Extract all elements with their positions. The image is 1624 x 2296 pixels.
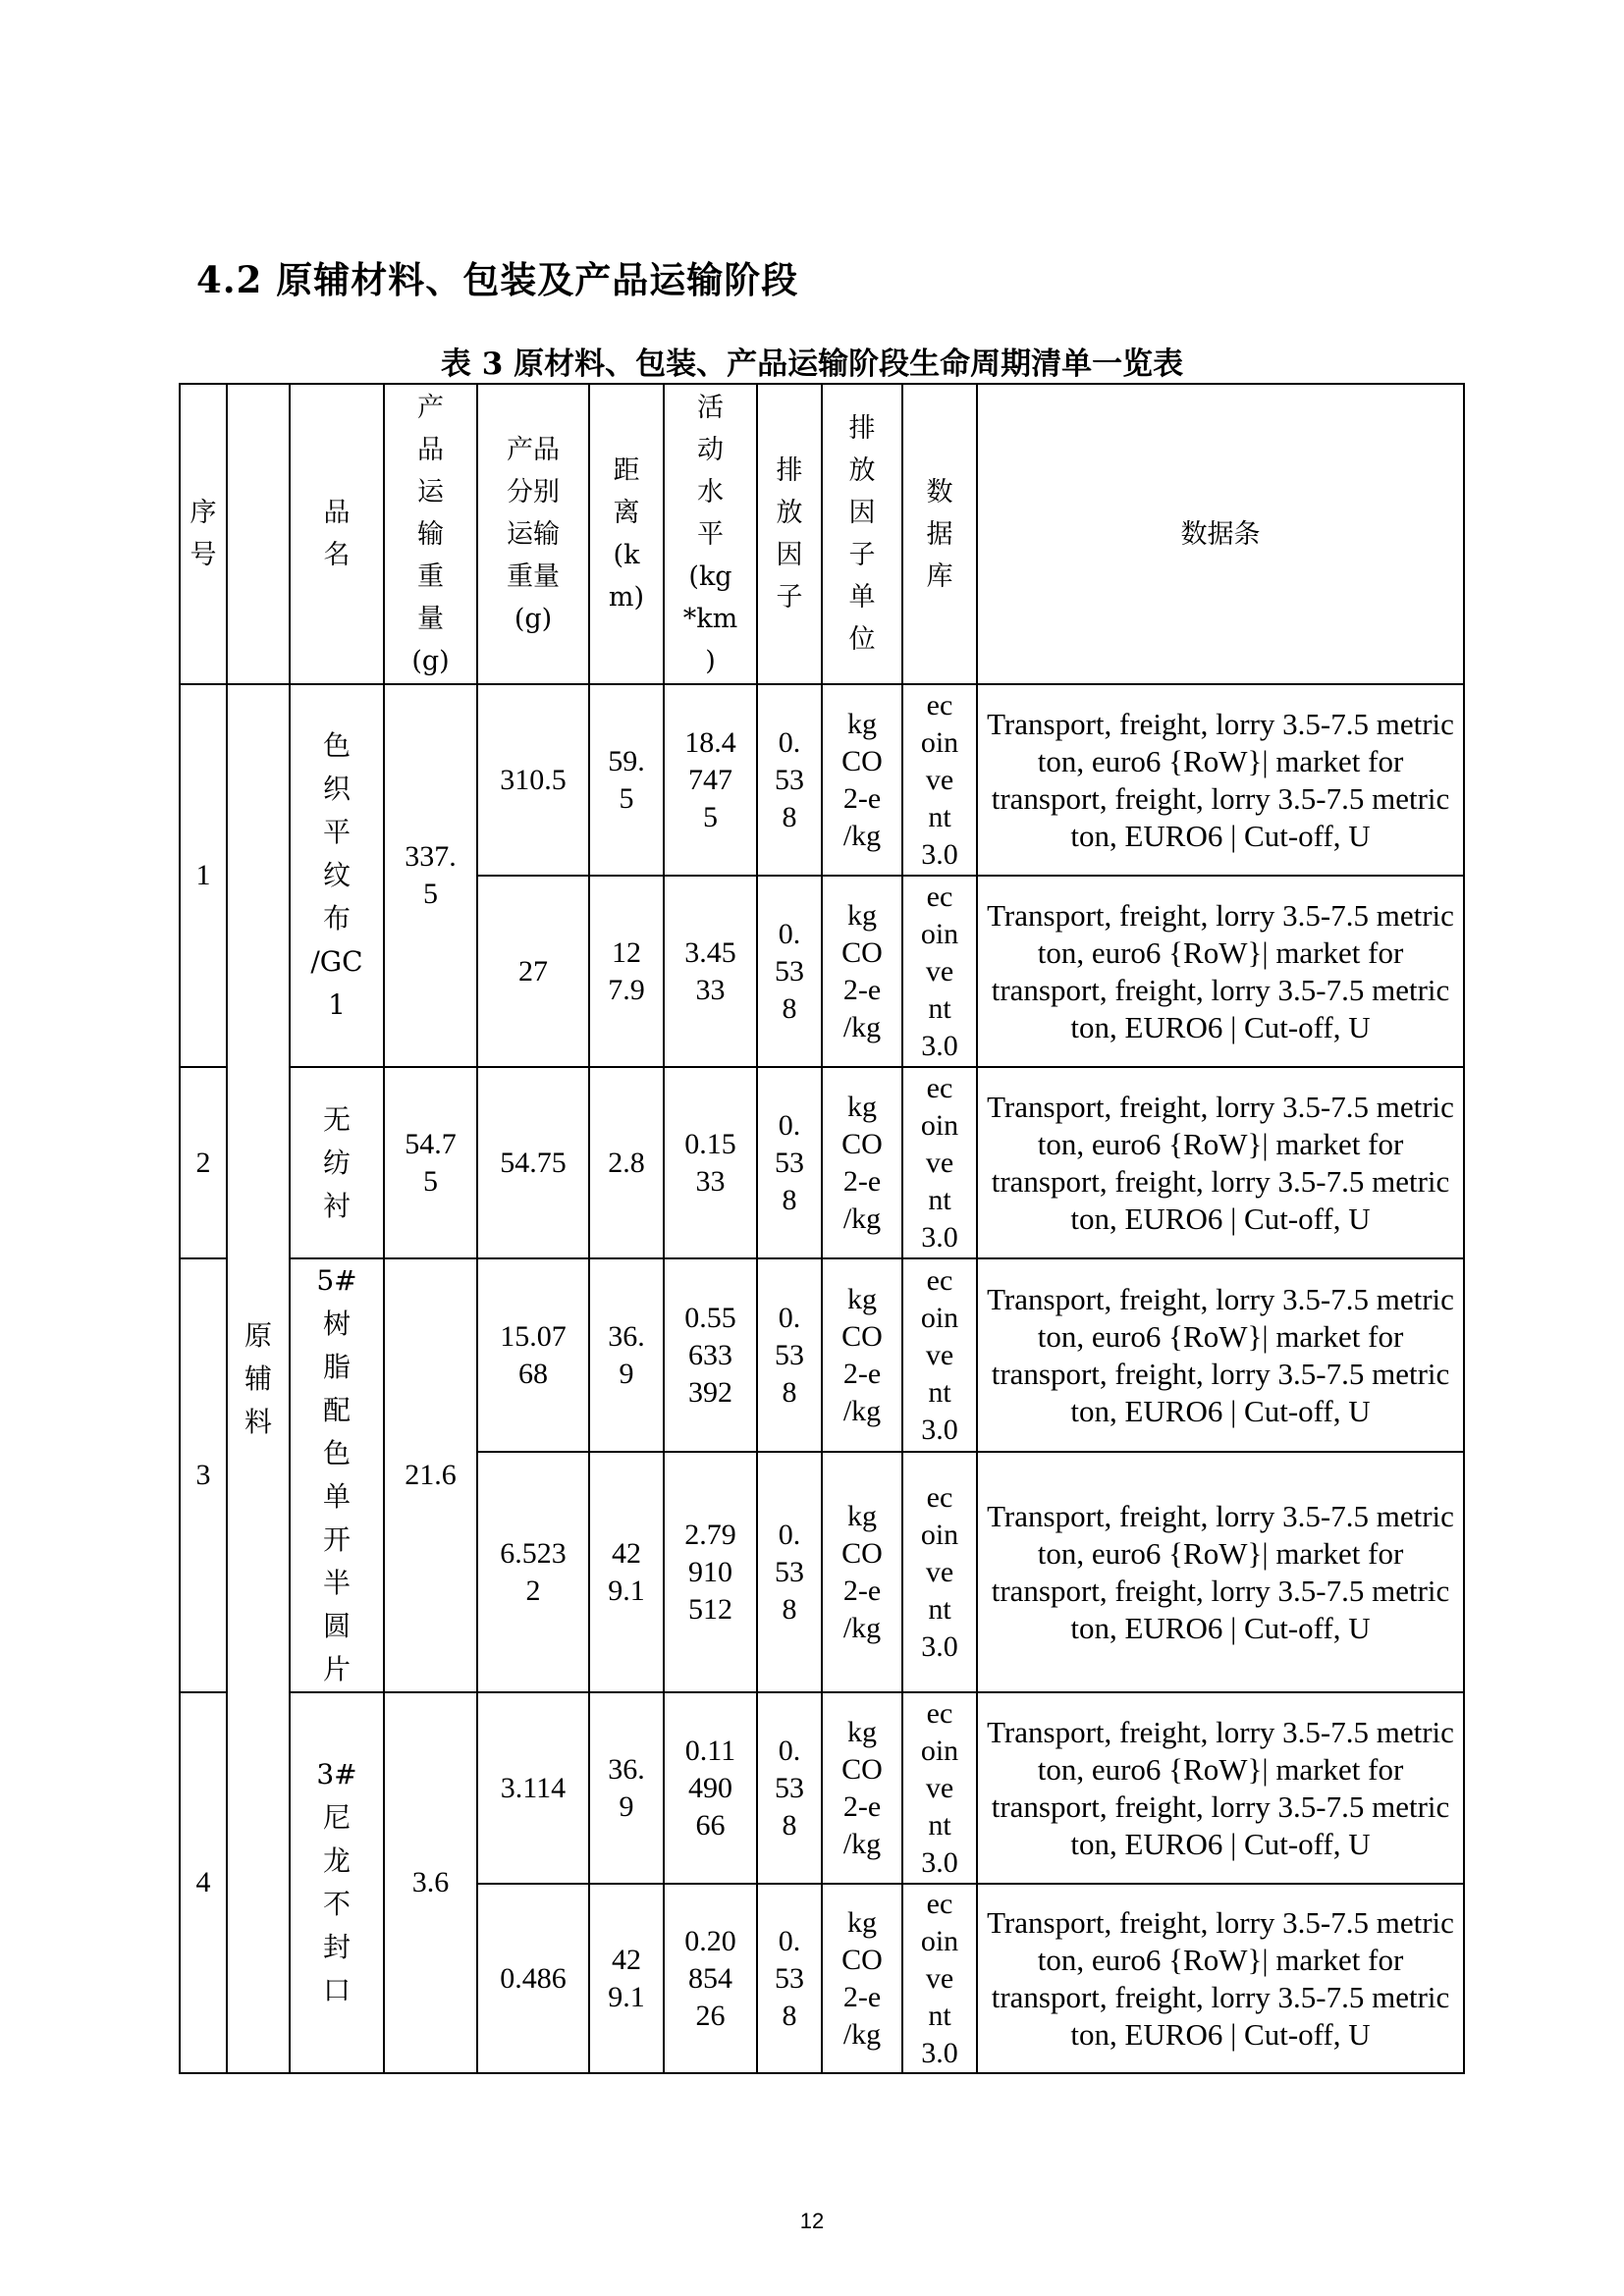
header-seq: 序 号: [180, 384, 227, 684]
database-cell: ec oin ve nt 3.0: [902, 1067, 977, 1258]
activity-cell: 0.11 490 66: [664, 1692, 757, 1884]
distance-cell: 59. 5: [589, 684, 664, 876]
factor-cell: 0. 53 8: [757, 1884, 822, 2073]
distance-cell: 42 9.1: [589, 1452, 664, 1692]
distance-cell: 2.8: [589, 1067, 664, 1258]
seq-cell: 2: [180, 1067, 227, 1258]
database-cell: ec oin ve nt 3.0: [902, 1452, 977, 1692]
split-weight-cell: 27: [477, 876, 589, 1067]
distance-cell: 36. 9: [589, 1258, 664, 1452]
total-weight-cell: 337. 5: [384, 684, 477, 1067]
seq-cell: 1: [180, 684, 227, 1067]
factor-cell: 0. 53 8: [757, 1452, 822, 1692]
data-entry-cell: Transport, freight, lorry 3.5-7.5 metric ton, euro6 {RoW}| market for transport, freight, lorry 3.5-7.5 metric ton, EURO6 | Cut-off, U: [977, 1884, 1464, 2073]
factor-unit-cell: kg CO 2-e /kg: [822, 1692, 902, 1884]
total-weight-cell: 21.6: [384, 1258, 477, 1692]
header-factor: 排 放 因 子: [757, 384, 822, 684]
split-weight-cell: 3.114: [477, 1692, 589, 1884]
factor-unit-cell: kg CO 2-e /kg: [822, 684, 902, 876]
split-weight-cell: 15.07 68: [477, 1258, 589, 1452]
table-row: [180, 1692, 1464, 1884]
factor-unit-cell: kg CO 2-e /kg: [822, 1258, 902, 1452]
table-row: [180, 1258, 1464, 1452]
header-activity: 活 动 水 平 (kg *km ): [664, 384, 757, 684]
database-cell: ec oin ve nt 3.0: [902, 1258, 977, 1452]
section-heading: 4.2 原辅材料、包装及产品运输阶段: [196, 258, 799, 301]
data-entry-cell: Transport, freight, lorry 3.5-7.5 metric ton, euro6 {RoW}| market for transport, freight, lorry 3.5-7.5 metric ton, EURO6 | Cut-off, U: [977, 1452, 1464, 1692]
factor-unit-cell: kg CO 2-e /kg: [822, 876, 902, 1067]
header-distance: 距 离 (k m): [589, 384, 664, 684]
header-name: 品 名: [290, 384, 384, 684]
split-weight-cell: 54.75: [477, 1067, 589, 1258]
seq-cell: 3: [180, 1258, 227, 1692]
product-name-cell: 无 纺 衬: [290, 1067, 384, 1258]
distance-cell: 12 7.9: [589, 876, 664, 1067]
table-header-row: [180, 384, 1464, 684]
database-cell: ec oin ve nt 3.0: [902, 684, 977, 876]
data-entry-cell: Transport, freight, lorry 3.5-7.5 metric ton, euro6 {RoW}| market for transport, freight, lorry 3.5-7.5 metric ton, EURO6 | Cut-off, U: [977, 876, 1464, 1067]
transport-lci-table: [179, 383, 1465, 2074]
factor-unit-cell: kg CO 2-e /kg: [822, 1067, 902, 1258]
table-row: [180, 684, 1464, 876]
table-caption: 表 3 原材料、包装、产品运输阶段生命周期清单一览表: [440, 347, 1184, 382]
table-row: [180, 1067, 1464, 1258]
activity-cell: 2.79 910 512: [664, 1452, 757, 1692]
factor-cell: 0. 53 8: [757, 1258, 822, 1452]
header-total-weight: 产 品 运 输 重 量 (g): [384, 384, 477, 684]
database-cell: ec oin ve nt 3.0: [902, 876, 977, 1067]
category-cell: 原 辅 料: [227, 684, 290, 2073]
database-cell: ec oin ve nt 3.0: [902, 1692, 977, 1884]
header-factor-unit: 排 放 因 子 单 位: [822, 384, 902, 684]
product-name-cell: 色 织 平 纹 布 /GC 1: [290, 684, 384, 1067]
activity-cell: 3.45 33: [664, 876, 757, 1067]
total-weight-cell: 54.7 5: [384, 1067, 477, 1258]
data-entry-cell: Transport, freight, lorry 3.5-7.5 metric ton, euro6 {RoW}| market for transport, freight, lorry 3.5-7.5 metric ton, EURO6 | Cut-off, U: [977, 1067, 1464, 1258]
factor-cell: 0. 53 8: [757, 684, 822, 876]
activity-cell: 18.4 747 5: [664, 684, 757, 876]
split-weight-cell: 0.486: [477, 1884, 589, 2073]
product-name-cell: 3# 尼 龙 不 封 口: [290, 1692, 384, 2073]
header-entry: 数据条: [977, 384, 1464, 684]
factor-cell: 0. 53 8: [757, 1067, 822, 1258]
total-weight-cell: 3.6: [384, 1692, 477, 2073]
factor-cell: 0. 53 8: [757, 876, 822, 1067]
factor-unit-cell: kg CO 2-e /kg: [822, 1884, 902, 2073]
distance-cell: 42 9.1: [589, 1884, 664, 2073]
activity-cell: 0.15 33: [664, 1067, 757, 1258]
header-database: 数 据 库: [902, 384, 977, 684]
data-entry-cell: Transport, freight, lorry 3.5-7.5 metric ton, euro6 {RoW}| market for transport, freight, lorry 3.5-7.5 metric ton, EURO6 | Cut-off, U: [977, 1692, 1464, 1884]
data-entry-cell: Transport, freight, lorry 3.5-7.5 metric ton, euro6 {RoW}| market for transport, freight, lorry 3.5-7.5 metric ton, EURO6 | Cut-off, U: [977, 684, 1464, 876]
data-entry-cell: Transport, freight, lorry 3.5-7.5 metric ton, euro6 {RoW}| market for transport, freight, lorry 3.5-7.5 metric ton, EURO6 | Cut-off, U: [977, 1258, 1464, 1452]
page-number: 12: [799, 2209, 825, 2233]
split-weight-cell: 6.523 2: [477, 1452, 589, 1692]
factor-unit-cell: kg CO 2-e /kg: [822, 1452, 902, 1692]
split-weight-cell: 310.5: [477, 684, 589, 876]
header-split-weight: 产品 分别 运输 重量 (g): [477, 384, 589, 684]
distance-cell: 36. 9: [589, 1692, 664, 1884]
product-name-cell: 5# 树 脂 配 色 单 开 半 圆 片: [290, 1258, 384, 1692]
database-cell: ec oin ve nt 3.0: [902, 1884, 977, 2073]
seq-cell: 4: [180, 1692, 227, 2073]
header-category: [227, 384, 290, 684]
activity-cell: 0.55 633 392: [664, 1258, 757, 1452]
activity-cell: 0.20 854 26: [664, 1884, 757, 2073]
factor-cell: 0. 53 8: [757, 1692, 822, 1884]
